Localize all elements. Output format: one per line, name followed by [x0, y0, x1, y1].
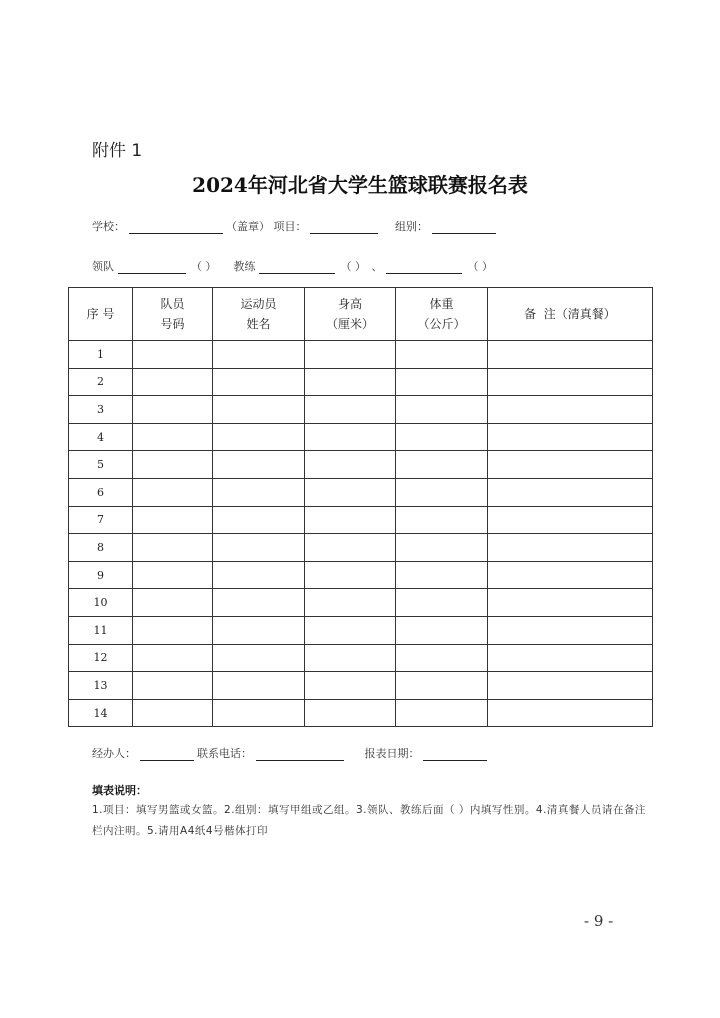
name-cell[interactable]: [213, 341, 305, 369]
weight-cell[interactable]: [396, 561, 488, 589]
height-cell[interactable]: [305, 341, 396, 369]
group-label: 组别：: [395, 220, 428, 233]
coach-field-1[interactable]: [259, 260, 335, 274]
leader-gender-paren: （ ）: [191, 260, 217, 273]
remarks-cell[interactable]: [488, 699, 653, 727]
height-cell[interactable]: [305, 478, 396, 506]
remarks-cell[interactable]: [488, 341, 653, 369]
name-cell[interactable]: [213, 561, 305, 589]
jersey-cell[interactable]: [133, 396, 213, 424]
col-header-height: [305, 288, 396, 341]
table-row: [69, 534, 653, 562]
col-header-height-text: 身高 （厘米）: [325, 297, 374, 331]
phone-field[interactable]: [256, 747, 344, 761]
row-number: 1: [69, 341, 133, 369]
name-cell[interactable]: [213, 644, 305, 672]
name-cell[interactable]: [213, 672, 305, 700]
remarks-cell[interactable]: [488, 672, 653, 700]
coach2-gender-paren: （ ）: [467, 260, 493, 273]
jersey-cell[interactable]: [133, 589, 213, 617]
table-row: [69, 451, 653, 479]
weight-cell[interactable]: [396, 478, 488, 506]
registration-table: [68, 287, 653, 727]
weight-cell[interactable]: [396, 506, 488, 534]
remarks-cell[interactable]: [488, 561, 653, 589]
row-number: 9: [69, 561, 133, 589]
jersey-cell[interactable]: [133, 699, 213, 727]
name-cell[interactable]: [213, 478, 305, 506]
phone-label: 联系电话：: [197, 747, 252, 760]
date-label: 报表日期：: [364, 747, 420, 760]
jersey-cell[interactable]: [133, 506, 213, 534]
col-header-weight: [396, 288, 488, 341]
weight-cell[interactable]: [396, 616, 488, 644]
height-cell[interactable]: [305, 423, 396, 451]
col-header-weight-text: 体重 （公斤）: [417, 297, 466, 331]
page-title: 2024年河北省大学生篮球联赛报名表: [192, 173, 528, 197]
coach-label: 教练: [233, 260, 256, 273]
table-row: [69, 423, 653, 451]
weight-cell[interactable]: [396, 589, 488, 617]
remarks-cell[interactable]: [488, 451, 653, 479]
table-row: [69, 341, 653, 369]
handler-field[interactable]: [140, 747, 194, 761]
name-cell[interactable]: [213, 589, 305, 617]
table-header-row: [69, 288, 653, 341]
row-number: 10: [69, 589, 133, 617]
table-row: [69, 699, 653, 727]
project-field[interactable]: [310, 220, 378, 234]
jersey-cell[interactable]: [133, 534, 213, 562]
row-number: 14: [69, 699, 133, 727]
name-cell[interactable]: [213, 396, 305, 424]
height-cell[interactable]: [305, 396, 396, 424]
handler-label: 经办人：: [92, 747, 136, 760]
col-header-jersey-text: 队员 号码: [160, 297, 185, 331]
footer-line: [92, 745, 487, 761]
coach-separator: 、: [371, 260, 383, 273]
height-cell[interactable]: [305, 699, 396, 727]
remarks-cell[interactable]: [488, 506, 653, 534]
row-number: 11: [69, 616, 133, 644]
height-cell[interactable]: [305, 534, 396, 562]
remarks-cell[interactable]: [488, 396, 653, 424]
row-number: 8: [69, 534, 133, 562]
remarks-cell[interactable]: [488, 368, 653, 396]
date-field[interactable]: [423, 747, 487, 761]
name-cell[interactable]: [213, 451, 305, 479]
height-cell[interactable]: [305, 561, 396, 589]
notes-text: 1.项目：填写男篮或女篮。2.组别：填写甲组或乙组。3.领队、教练后面（ ）内填写性别。4.清真餐人员请在备注栏内注明。5.请用A4纸4号楷体打印: [92, 804, 646, 837]
name-cell[interactable]: [213, 616, 305, 644]
weight-cell[interactable]: [396, 644, 488, 672]
table-row: [69, 396, 653, 424]
height-cell[interactable]: [305, 644, 396, 672]
school-field[interactable]: [129, 220, 223, 234]
remarks-cell[interactable]: [488, 589, 653, 617]
jersey-cell[interactable]: [133, 644, 213, 672]
jersey-cell[interactable]: [133, 616, 213, 644]
weight-cell[interactable]: [396, 451, 488, 479]
remarks-cell[interactable]: [488, 478, 653, 506]
row-number: 2: [69, 368, 133, 396]
height-cell[interactable]: [305, 589, 396, 617]
height-cell[interactable]: [305, 616, 396, 644]
table-row: [69, 561, 653, 589]
jersey-cell[interactable]: [133, 451, 213, 479]
table-row: [69, 506, 653, 534]
col-header-jersey: [133, 288, 213, 341]
table-row: [69, 616, 653, 644]
col-header-name: [213, 288, 305, 341]
remarks-cell[interactable]: [488, 423, 653, 451]
row-number: 3: [69, 396, 133, 424]
jersey-cell[interactable]: [133, 672, 213, 700]
jersey-cell[interactable]: [133, 561, 213, 589]
table-row: [69, 644, 653, 672]
height-cell[interactable]: [305, 451, 396, 479]
row-number: 12: [69, 644, 133, 672]
table-row: [69, 589, 653, 617]
jersey-cell[interactable]: [133, 341, 213, 369]
weight-cell[interactable]: [396, 672, 488, 700]
row-number: 4: [69, 423, 133, 451]
table-row: [69, 368, 653, 396]
weight-cell[interactable]: [396, 699, 488, 727]
project-label: 项目：: [273, 220, 307, 233]
name-cell[interactable]: [213, 534, 305, 562]
remarks-cell[interactable]: [488, 644, 653, 672]
weight-cell[interactable]: [396, 368, 488, 396]
staff-line: [92, 258, 495, 274]
col-header-name-text: 运动员 姓名: [240, 297, 277, 331]
table-row: [69, 672, 653, 700]
notes-title: 填表说明：: [92, 784, 147, 797]
weight-cell[interactable]: [396, 423, 488, 451]
leader-field[interactable]: [118, 260, 186, 274]
seal-label: （盖章）: [226, 220, 270, 233]
weight-cell[interactable]: [396, 534, 488, 562]
remarks-cell[interactable]: [488, 534, 653, 562]
row-number: 6: [69, 478, 133, 506]
name-cell[interactable]: [213, 423, 305, 451]
table-row: [69, 478, 653, 506]
jersey-cell[interactable]: [133, 478, 213, 506]
page-number: - 9 -: [584, 912, 614, 930]
height-cell[interactable]: [305, 672, 396, 700]
height-cell[interactable]: [305, 506, 396, 534]
height-cell[interactable]: [305, 368, 396, 396]
col-header-remarks: 备 注（清真餐）: [488, 288, 653, 341]
coach1-gender-paren: （ ）: [340, 260, 366, 273]
col-header-number: 序 号: [69, 288, 133, 341]
coach-field-2[interactable]: [386, 260, 462, 274]
group-field[interactable]: [432, 220, 496, 234]
row-number: 13: [69, 672, 133, 700]
attachment-label: 附件 1: [92, 141, 143, 161]
name-cell[interactable]: [213, 368, 305, 396]
name-cell[interactable]: [213, 699, 305, 727]
school-line: [92, 218, 496, 234]
school-label: 学校：: [92, 220, 125, 233]
jersey-cell[interactable]: [133, 368, 213, 396]
jersey-cell[interactable]: [133, 423, 213, 451]
weight-cell[interactable]: [396, 396, 488, 424]
weight-cell[interactable]: [396, 341, 488, 369]
leader-label: 领队: [92, 260, 114, 273]
row-number: 7: [69, 506, 133, 534]
row-number: 5: [69, 451, 133, 479]
name-cell[interactable]: [213, 506, 305, 534]
remarks-cell[interactable]: [488, 616, 653, 644]
